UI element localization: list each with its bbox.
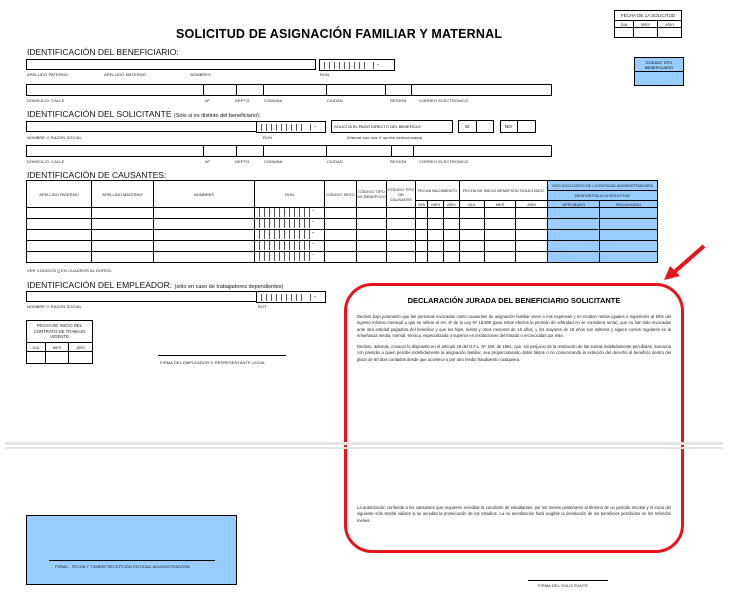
solicitante-nombre-field[interactable] <box>26 121 258 132</box>
causante-rechazado[interactable] <box>600 219 658 230</box>
th-codigo-beneficio: CÓDIGO TIPO DE BENEFICIO <box>357 181 387 208</box>
section-beneficiario: IDENTIFICACIÓN DEL BENEFICIARIO: <box>27 47 179 57</box>
declaracion-p1: Declaro bajo juramento que las personas invocadas como causantes de asignación familiar viven a mis expensas y no reciben rentas iguales o superiores al 50% del ingreso mínimo mensual a que se refiere el Art. 4º de la Ley Nº 18.806 (para estos efectos la pensión de orfandad no se considera renta); que no han sido invocadas ante otra entidad pagadora del beneficio y que los hijos, nietos y otros menores de 18 años, y los mayores de 18 años son solteros y siguen cursos regulares en la enseñanza media, normal, técnica, especializada o superior en instituciones del Estado o reconocidas por éste. <box>357 314 671 338</box>
firma-solicitante-line <box>528 580 608 581</box>
table-row <box>27 219 658 230</box>
causante-sexo-field[interactable] <box>325 241 357 252</box>
causante-nac-dia[interactable] <box>416 219 428 230</box>
th-ini-mes: MES <box>484 201 516 208</box>
th-apellido-materno: APELLIDO MATERNO <box>92 181 154 208</box>
causante-nac-dia[interactable] <box>416 230 428 241</box>
declaracion-p3: La autorización conferida a los causantes que requieren acreditar la condición de estudiantes, por los meses posteriores al término de un período escolar y el inicio del siguiente sólo tendrá validez si se acredita la prosecución de los estudios. La no acreditación hará exigible la devolución de los beneficios percibidos en los referidos meses. <box>357 505 671 523</box>
beneficiario-run-field[interactable]: . . - <box>319 59 395 71</box>
solicitante-domicilio-row[interactable] <box>26 145 552 157</box>
firma-solicitante-label: FIRMA DEL SOLICITANTE <box>538 583 589 588</box>
solicitante-run-field[interactable]: . . - <box>256 121 326 133</box>
red-arrow-icon <box>660 242 710 282</box>
contrato-mes-label: MES <box>45 343 69 352</box>
causante-rechazado[interactable] <box>600 241 658 252</box>
firma-empleador-label: FIRMA DEL EMPLEADOR O REPRESENTANTE LEGAL <box>160 360 266 365</box>
causante-ini-mes[interactable] <box>484 208 516 219</box>
lbl-sol-ciudad: CIUDAD <box>327 159 343 164</box>
contrato-dia-field[interactable] <box>27 352 46 364</box>
causante-tipo-field[interactable] <box>387 241 416 252</box>
causante-apellido-paterno-field[interactable] <box>27 230 92 241</box>
section-solicitante: IDENTIFICACIÓN DEL SOLICITANTE (Sólo si es distinto del beneficiario): <box>27 109 261 119</box>
causante-apellido-materno-field[interactable] <box>92 230 154 241</box>
causante-nombres-field[interactable] <box>154 230 255 241</box>
causante-ini-ano[interactable] <box>516 252 548 263</box>
causante-ini-dia[interactable] <box>459 219 484 230</box>
causante-ini-dia[interactable] <box>459 241 484 252</box>
causante-run-field[interactable]: . . - <box>255 219 325 230</box>
lbl-apellido-materno: APELLIDO MATERNO <box>104 72 146 77</box>
table-row <box>27 241 658 252</box>
th-nombres: NOMBRES <box>154 181 255 208</box>
th-nac-ano: AÑO <box>444 201 460 208</box>
lbl-sol-correo: CORREO ELECTRONICO <box>419 159 469 164</box>
causante-ini-dia[interactable] <box>459 230 484 241</box>
th-codigo-sexo: CÓDIGO SEXO <box>325 181 357 208</box>
causante-run-field[interactable]: . . - <box>255 208 325 219</box>
causante-run-field[interactable]: . . - <box>255 241 325 252</box>
lbl-sol-run: RUN <box>263 135 272 140</box>
causante-aprobado[interactable] <box>548 208 600 219</box>
th-nac-dia: DIA <box>416 201 428 208</box>
th-apellido-paterno: APELLIDO PATERNO <box>27 181 92 208</box>
th-nac-mes: MES <box>428 201 444 208</box>
lbl-domicilio: DOMICILIO: CALLE <box>27 98 65 103</box>
causante-sexo-field[interactable] <box>325 219 357 230</box>
section-causantes: IDENTIFICACIÓN DE CAUSANTES: <box>27 170 167 180</box>
causante-nac-mes[interactable] <box>428 241 444 252</box>
causante-nac-dia[interactable] <box>416 252 428 263</box>
lbl-apellido-paterno: APELLIDO PATERNO <box>27 72 69 77</box>
causante-nac-ano[interactable] <box>444 252 460 263</box>
causantes-table <box>26 180 658 263</box>
beneficiario-nombre-field[interactable] <box>26 59 316 70</box>
causante-nac-ano[interactable] <box>444 230 460 241</box>
pago-directo-label: SOLICITA EL PAGO DIRECTO DEL BENEFICIO: <box>331 120 453 133</box>
page-separator-2 <box>5 447 723 449</box>
causante-apellido-paterno-field[interactable] <box>27 252 92 263</box>
fecha-solicitud-box <box>614 10 682 38</box>
fecha-dia-label: DIA <box>615 21 634 28</box>
beneficiario-domicilio-row[interactable] <box>26 84 552 96</box>
contrato-mes-field[interactable] <box>45 352 69 364</box>
lbl-numero: Nº <box>205 98 210 103</box>
firma-entidad-box[interactable] <box>26 515 237 585</box>
lbl-ciudad: CIUDAD <box>327 98 343 103</box>
causante-nac-ano[interactable] <box>444 219 460 230</box>
causante-rechazado[interactable] <box>600 208 658 219</box>
lbl-sol-comuna: COMUNA <box>264 159 283 164</box>
pago-si-box[interactable] <box>458 120 494 133</box>
firma-entidad-label: FIRMA - FECHA Y TIMBRE RECEPCIÓN ENTIDAD ADMINISTRADORA <box>55 564 191 569</box>
contrato-header: FECHA DE INICIO DEL CONTRATO DE TRABAJO VIGENTE <box>27 321 93 343</box>
th-fecha-nacimiento: FECHA NACIMIENTO <box>416 181 460 201</box>
declaracion-jurada-highlight <box>344 283 684 553</box>
lbl-nombres: NOMBRES <box>190 72 211 77</box>
causante-apellido-materno-field[interactable] <box>92 208 154 219</box>
causante-nac-mes[interactable] <box>428 230 444 241</box>
empleador-nombre-field[interactable] <box>26 291 258 302</box>
causante-nac-dia[interactable] <box>416 208 428 219</box>
th-codigo-causante: CÓDIGO TIPO DE CAUSANTE <box>387 181 416 208</box>
th-run: RUN <box>255 181 325 208</box>
fecha-ano-label: AÑO <box>657 21 681 28</box>
th-aprobado: APROBADO <box>548 201 600 208</box>
empleador-rut-field[interactable]: . . - <box>256 291 326 303</box>
causante-apellido-paterno-field[interactable] <box>27 208 92 219</box>
causante-tipo-field[interactable] <box>387 252 416 263</box>
causante-aprobado[interactable] <box>548 241 600 252</box>
lbl-sol-region: REGION <box>390 159 407 164</box>
causante-aprobado[interactable] <box>548 219 600 230</box>
causante-tipo-field[interactable] <box>387 219 416 230</box>
causante-sexo-field[interactable] <box>325 230 357 241</box>
pago-no-box[interactable] <box>500 120 536 133</box>
th-respuesta: RESPUESTA A LA SOLICITUD <box>548 191 658 201</box>
fecha-mes-label: MES <box>634 21 658 28</box>
firma-entidad-line <box>49 560 215 561</box>
causante-nombres-field[interactable] <box>154 252 255 263</box>
causante-ini-dia[interactable] <box>459 252 484 263</box>
causante-aprobado[interactable] <box>548 252 600 263</box>
causante-sexo-field[interactable] <box>325 252 357 263</box>
causante-beneficio-field[interactable] <box>357 241 387 252</box>
th-rechazado: RECHAZADO <box>600 201 658 208</box>
causante-nac-mes[interactable] <box>428 252 444 263</box>
causante-apellido-paterno-field[interactable] <box>27 219 92 230</box>
lbl-comuna: COMUNA <box>264 98 283 103</box>
pago-note: (Marcar con una X opción seleccionada) <box>347 135 423 140</box>
causante-ini-mes[interactable] <box>484 230 516 241</box>
causante-beneficio-field[interactable] <box>357 252 387 263</box>
lbl-sol-depto: DEPTO. <box>235 159 251 164</box>
causante-ini-dia[interactable] <box>459 208 484 219</box>
fecha-solicitud-header: FECHA DE LA SOLICITUD <box>615 11 682 21</box>
causante-ini-mes[interactable] <box>484 241 516 252</box>
section-empleador: IDENTIFICACIÓN DEL EMPLEADOR: (sólo en caso de trabajadores dependientes) <box>27 280 284 290</box>
declaracion-p2: Declaro, además, conocer lo dispuesto en el artículo 18 del D.F.L. Nº 150, de 1981, que, sin perjuicio de la restitución de las sumas indebidamente percibidas, sanciona con presidio a quien percibe indebidamente la asignación familiar, sea proporcionando datos falsos o no comunicando la extinción del derecho al beneficio dentro del plazo de 60 días contados desde que acontece o por otro medio fraudulento cualquiera. <box>357 344 671 362</box>
contrato-dia-label: DIA <box>27 343 46 352</box>
th-admin: USO EXCLUSIVO DE LA ENTIDAD ADMINISTRADORA <box>548 181 658 191</box>
causante-beneficio-field[interactable] <box>357 230 387 241</box>
lbl-sol-domicilio: DOMICILIO: CALLE <box>27 159 65 164</box>
page-separator <box>5 442 723 445</box>
causante-beneficio-field[interactable] <box>357 219 387 230</box>
causante-run-field[interactable]: . . - <box>255 252 325 263</box>
lbl-region: REGION <box>390 98 407 103</box>
causante-nac-ano[interactable] <box>444 208 460 219</box>
causante-apellido-paterno-field[interactable] <box>27 241 92 252</box>
causante-nombres-field[interactable] <box>154 219 255 230</box>
causante-ini-mes[interactable] <box>484 252 516 263</box>
causante-ini-ano[interactable] <box>516 241 548 252</box>
causante-ini-ano[interactable] <box>516 208 548 219</box>
fecha-ano-field[interactable] <box>657 28 681 38</box>
causante-nac-dia[interactable] <box>416 241 428 252</box>
declaracion-title: DECLARACIÓN JURADA DEL BENEFICIARIO SOLICITANTE <box>407 296 621 305</box>
causante-ini-mes[interactable] <box>484 219 516 230</box>
causante-nac-mes[interactable] <box>428 208 444 219</box>
causante-nombres-field[interactable] <box>154 208 255 219</box>
lbl-emp-rut: RUT <box>258 304 267 309</box>
causante-apellido-materno-field[interactable] <box>92 252 154 263</box>
lbl-run: RUN <box>320 72 329 77</box>
causante-beneficio-field[interactable] <box>357 208 387 219</box>
causante-nac-mes[interactable] <box>428 219 444 230</box>
causante-nombres-field[interactable] <box>154 241 255 252</box>
th-fecha-inicio: FECHA DE INICIO BENEFICIO SOLICITADO <box>459 181 547 201</box>
codigo-tipo-label: CODIGO TIPO BENEFICIARIO <box>635 58 683 72</box>
contrato-ano-label: AÑO <box>69 343 93 352</box>
th-ini-ano: AÑO <box>516 201 548 208</box>
table-row <box>27 230 658 241</box>
causante-rechazado[interactable] <box>600 252 658 263</box>
lbl-depto: DEPTO. <box>235 98 251 103</box>
lbl-emp-nombre: NOMBRE O RAZÓN SOCIAL <box>27 304 82 309</box>
lbl-correo: CORREO ELECTRONICO <box>419 98 469 103</box>
causante-apellido-materno-field[interactable] <box>92 219 154 230</box>
lbl-sol-numero: Nº <box>205 159 210 164</box>
causante-ini-ano[interactable] <box>516 230 548 241</box>
lbl-nombre-razon: NOMBRE O RAZÓN SOCIAL <box>27 135 82 140</box>
causante-apellido-materno-field[interactable] <box>92 241 154 252</box>
causante-tipo-field[interactable] <box>387 230 416 241</box>
causante-aprobado[interactable] <box>548 230 600 241</box>
table-row <box>27 252 658 263</box>
codigo-tipo-field[interactable] <box>635 72 683 85</box>
fecha-dia-field[interactable] <box>615 28 634 38</box>
causante-rechazado[interactable] <box>600 230 658 241</box>
causante-sexo-field[interactable] <box>325 208 357 219</box>
fecha-mes-field[interactable] <box>634 28 658 38</box>
codigo-tipo-box <box>634 57 684 86</box>
causantes-footnote: VER CODIGOS [] EN CUADROS AL DORSO. <box>27 268 113 273</box>
pago-si-label: SÍ <box>465 124 470 129</box>
form-title: SOLICITUD DE ASIGNACIÓN FAMILIAR Y MATERNAL <box>176 27 503 41</box>
causante-nac-ano[interactable] <box>444 241 460 252</box>
contrato-box <box>26 320 93 364</box>
contrato-ano-field[interactable] <box>69 352 93 364</box>
pago-no-label: NO <box>505 124 512 129</box>
causante-run-field[interactable]: . . - <box>255 230 325 241</box>
firma-empleador-line <box>158 355 286 356</box>
table-row <box>27 208 658 219</box>
causante-ini-ano[interactable] <box>516 219 548 230</box>
causante-tipo-field[interactable] <box>387 208 416 219</box>
th-ini-dia: DIA <box>459 201 484 208</box>
